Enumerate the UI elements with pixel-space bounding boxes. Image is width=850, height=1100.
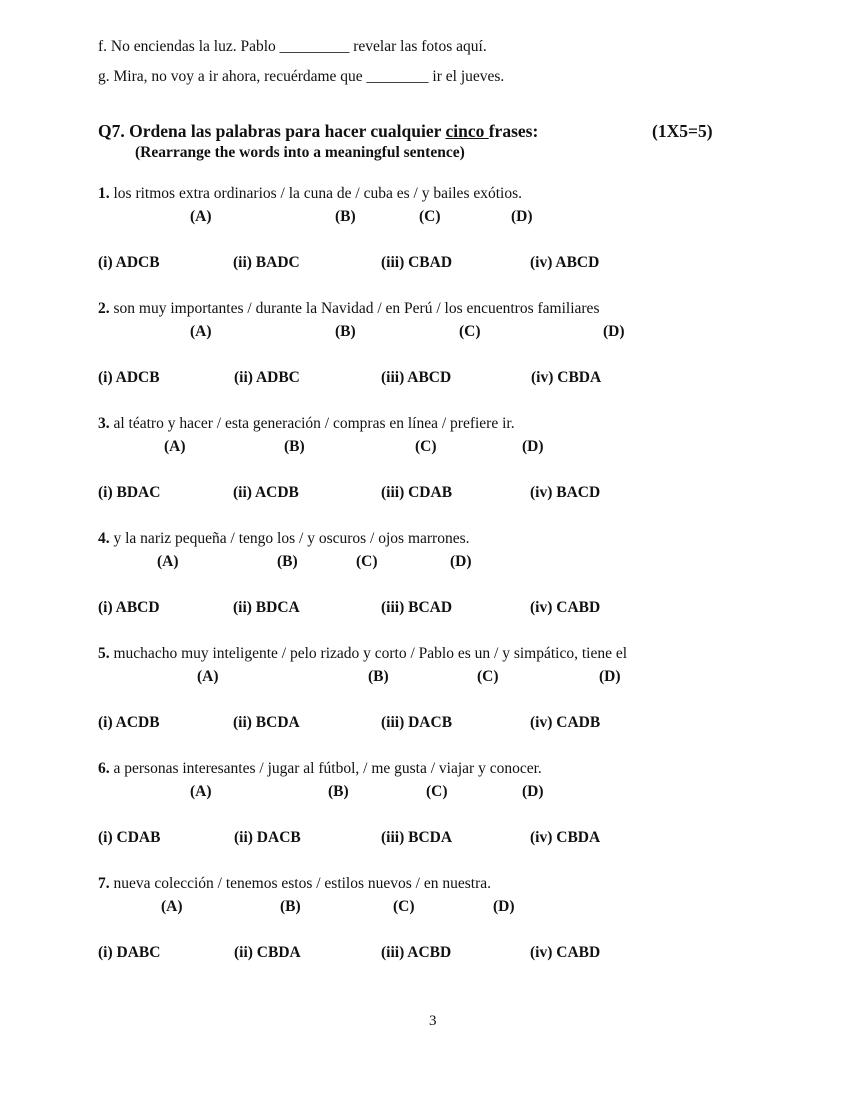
question-7	[98, 875, 491, 893]
option-iii: (iii) ACBD	[381, 944, 452, 961]
option-iii: (iii) BCAD	[381, 599, 453, 616]
segment-letter-b: (B)	[280, 898, 301, 915]
question-f: f. No enciendas la luz. Pablo _________ revelar las fotos aquí.	[98, 38, 487, 55]
question-6	[98, 760, 542, 778]
option-iv: (iv) BACD	[530, 484, 601, 501]
option-ii: (ii) BCDA	[233, 714, 300, 731]
question-text: y la nariz pequeña / tengo los / y oscuros / ojos marrones.	[113, 530, 470, 547]
segment-letter-a: (A)	[197, 668, 219, 685]
segment-letter-c: (C)	[393, 898, 415, 915]
q7-title	[98, 121, 538, 142]
option-ii: (ii) CBDA	[234, 944, 301, 961]
question-number: 2.	[98, 300, 110, 317]
question-number: 1.	[98, 185, 110, 202]
segment-letter-b: (B)	[335, 323, 356, 340]
option-i: (i) ABCD	[98, 599, 160, 616]
segment-letter-a: (A)	[190, 323, 212, 340]
question-5	[98, 645, 627, 663]
option-iii: (iii) CBAD	[381, 254, 453, 271]
segment-letter-b: (B)	[328, 783, 349, 800]
option-i: (i) CDAB	[98, 829, 161, 846]
segment-letter-c: (C)	[419, 208, 441, 225]
question-text: son muy importantes / durante la Navidad / en Perú / los encuentros familiares	[113, 300, 600, 317]
option-ii: (ii) BDCA	[233, 599, 300, 616]
option-i: (i) ADCB	[98, 254, 160, 271]
question-text: muchacho muy inteligente / pelo rizado y corto / Pablo es un / y simpático, tiene el	[113, 645, 628, 662]
segment-letter-a: (A)	[190, 208, 212, 225]
option-i: (i) BDAC	[98, 484, 161, 501]
segment-letter-b: (B)	[368, 668, 389, 685]
q7-title-text: Ordena las palabras para hacer cualquier	[129, 121, 446, 141]
question-number: 7.	[98, 875, 110, 892]
segment-letter-b: (B)	[335, 208, 356, 225]
segment-letter-c: (C)	[459, 323, 481, 340]
q7-title-underlined: cinco	[445, 121, 489, 141]
segment-letter-d: (D)	[522, 783, 544, 800]
option-iv: (iv) CABD	[530, 599, 601, 616]
option-iii: (iii) CDAB	[381, 484, 453, 501]
segment-letter-c: (C)	[415, 438, 437, 455]
q7-subtitle: (Rearrange the words into a meaningful sentence)	[135, 144, 465, 161]
segment-letter-c: (C)	[477, 668, 499, 685]
segment-letter-c: (C)	[426, 783, 448, 800]
option-i: (i) ADCB	[98, 369, 160, 386]
segment-letter-d: (D)	[599, 668, 621, 685]
segment-letter-a: (A)	[161, 898, 183, 915]
segment-letter-c: (C)	[356, 553, 378, 570]
question-number: 4.	[98, 530, 110, 547]
option-iv: (iv) CBDA	[530, 829, 601, 846]
segment-letter-a: (A)	[157, 553, 179, 570]
question-text: a personas interesantes / jugar al fútbol, / me gusta / viajar y conocer.	[113, 760, 542, 777]
question-number: 5.	[98, 645, 110, 662]
option-i: (i) ACDB	[98, 714, 160, 731]
question-number: 6.	[98, 760, 110, 777]
q7-label: Q7.	[98, 121, 125, 141]
question-g: g. Mira, no voy a ir ahora, recuérdame que ________ ir el jueves.	[98, 68, 505, 85]
q7-marks: (1X5=5)	[652, 121, 713, 141]
segment-letter-d: (D)	[603, 323, 625, 340]
option-ii: (ii) ACDB	[233, 484, 299, 501]
segment-letter-d: (D)	[511, 208, 533, 225]
option-iv: (iv) CBDA	[531, 369, 602, 386]
option-iv: (iv) ABCD	[530, 254, 600, 271]
segment-letter-a: (A)	[164, 438, 186, 455]
question-4	[98, 530, 470, 548]
option-iii: (iii) BCDA	[381, 829, 453, 846]
segment-letter-a: (A)	[190, 783, 212, 800]
page-number: 3	[429, 1013, 437, 1029]
option-iii: (iii) ABCD	[381, 369, 452, 386]
question-text: al téatro y hacer / esta generación / compras en línea / prefiere ir.	[113, 415, 515, 432]
segment-letter-d: (D)	[493, 898, 515, 915]
q7-title-end: frases:	[488, 121, 539, 141]
option-iv: (iv) CADB	[530, 714, 601, 731]
option-iii: (iii) DACB	[381, 714, 453, 731]
segment-letter-b: (B)	[284, 438, 305, 455]
option-i: (i) DABC	[98, 944, 161, 961]
option-iv: (iv) CABD	[530, 944, 601, 961]
segment-letter-b: (B)	[277, 553, 298, 570]
question-text: nueva colección / tenemos estos / estilos nuevos / en nuestra.	[113, 875, 492, 892]
question-2	[98, 300, 599, 318]
segment-letter-d: (D)	[450, 553, 472, 570]
option-ii: (ii) ADBC	[234, 369, 300, 386]
question-3	[98, 415, 515, 433]
question-text: los ritmos extra ordinarios / la cuna de / cuba es / y bailes exótios.	[113, 185, 522, 202]
option-ii: (ii) BADC	[233, 254, 300, 271]
segment-letter-d: (D)	[522, 438, 544, 455]
option-ii: (ii) DACB	[234, 829, 301, 846]
question-1	[98, 185, 522, 203]
question-number: 3.	[98, 415, 110, 432]
